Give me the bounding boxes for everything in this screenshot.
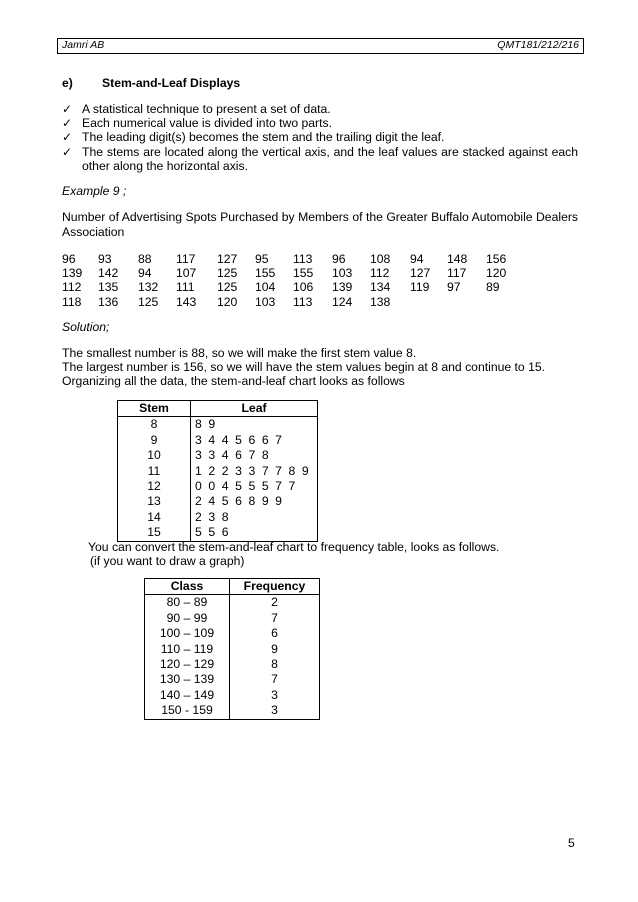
- bullet-item: ✓ The leading digit(s) becomes the stem and the trailing digit the leaf.: [62, 130, 445, 145]
- frequency-cell: 9: [271, 641, 278, 656]
- table-row: [118, 433, 318, 448]
- solution-text: [62, 346, 545, 389]
- class-cell: 110 – 119: [145, 642, 230, 657]
- checkmark-icon: ✓: [62, 116, 73, 131]
- table-row: [145, 626, 320, 641]
- section-label: e): [62, 76, 73, 90]
- data-value: 97: [447, 280, 461, 295]
- frequency-cell: 8: [271, 657, 278, 672]
- class-cell: 120 – 129: [145, 657, 230, 672]
- data-value: 134: [370, 280, 391, 295]
- frequency-cell: 2: [271, 595, 278, 610]
- data-value: 138: [370, 294, 391, 309]
- class-cell: 100 – 109: [145, 626, 230, 641]
- leaf-header: Leaf: [191, 401, 318, 417]
- page-header: [57, 38, 584, 54]
- leaf-cell: 2 4 5 6 8 9 9: [195, 494, 284, 509]
- checkmark-icon: ✓: [62, 144, 73, 159]
- leaf-cell: 3 4 4 5 6 6 7: [195, 432, 284, 447]
- data-value: 111: [176, 280, 195, 295]
- stem-cell: 15: [118, 525, 191, 541]
- checkmark-icon: ✓: [62, 102, 73, 116]
- class-cell: 130 – 139: [145, 672, 230, 687]
- data-value: 155: [293, 266, 314, 281]
- table-row: [118, 479, 318, 494]
- data-value: 143: [176, 294, 197, 309]
- data-value: 148: [447, 252, 468, 266]
- leaf-cell: 0 0 4 5 5 5 7 7: [195, 479, 297, 494]
- table-row: [145, 595, 320, 611]
- frequency-cell: 3: [271, 687, 278, 702]
- stem-cell: 8: [118, 417, 191, 433]
- convert-line: (if you want to draw a graph): [90, 554, 245, 569]
- class-cell: 80 – 89: [145, 595, 230, 611]
- stem-cell: 14: [118, 510, 191, 525]
- table-row: [118, 448, 318, 463]
- table-row: [145, 672, 320, 687]
- data-value: 124: [332, 294, 353, 309]
- data-value: 94: [138, 266, 152, 281]
- checkmark-icon: ✓: [62, 130, 73, 145]
- data-value: 112: [62, 280, 82, 295]
- convert-text: [88, 540, 499, 569]
- data-value: 93: [98, 252, 112, 266]
- data-value: 142: [98, 266, 119, 281]
- data-value: 113: [293, 294, 313, 309]
- table-row: [145, 703, 320, 719]
- data-value: 119: [410, 280, 430, 295]
- solution-line: The largest number is 156, so we will have the stem values begin at 8 and continue to 15.: [62, 360, 546, 375]
- data-value: 135: [98, 280, 119, 295]
- table-row: [118, 525, 318, 541]
- solution-line: Organizing all the data, the stem-and-leaf chart looks as follows: [62, 374, 405, 389]
- class-cell: 140 – 149: [145, 688, 230, 703]
- data-value: 88: [138, 252, 152, 266]
- table-row: [118, 464, 318, 479]
- data-value: 127: [217, 252, 238, 266]
- table-row: [145, 611, 320, 626]
- table-row: [145, 642, 320, 657]
- data-value: 89: [486, 280, 500, 295]
- data-value: 112: [370, 266, 390, 281]
- frequency-cell: 3: [271, 703, 278, 718]
- data-value: 95: [255, 252, 269, 266]
- frequency-cell: 7: [271, 672, 278, 687]
- table-row: [118, 417, 318, 433]
- data-value: 96: [332, 252, 346, 266]
- header-course-code: QMT181/212/216: [497, 39, 579, 51]
- data-value: 132: [138, 280, 159, 295]
- section-heading: Stem-and-Leaf Displays: [102, 76, 241, 90]
- data-value: 117: [176, 252, 196, 266]
- stem-cell: 9: [118, 433, 191, 448]
- stem-cell: 10: [118, 448, 191, 463]
- data-value: 120: [217, 294, 238, 309]
- data-value: 125: [217, 266, 238, 281]
- data-value: 94: [410, 252, 424, 266]
- data-value: 96: [62, 252, 76, 266]
- stem-cell: 12: [118, 479, 191, 494]
- data-value: 136: [98, 294, 119, 309]
- data-value: 156: [486, 252, 507, 266]
- table-row: [145, 688, 320, 703]
- stem-header: Stem: [118, 401, 191, 417]
- class-cell: 90 – 99: [145, 611, 230, 626]
- data-value: 139: [332, 280, 353, 295]
- data-value: 155: [255, 266, 276, 281]
- example-description: Number of Advertising Spots Purchased by Members of the Greater Buffalo Automobile Dealers Association: [62, 210, 578, 239]
- table-row: [118, 510, 318, 525]
- data-value: 120: [486, 266, 507, 281]
- table-row: [145, 657, 320, 672]
- bullet-item: ✓ A statistical technique to present a set of data.: [62, 102, 331, 116]
- bullet-item: ✓ Each numerical value is divided into two parts.: [62, 116, 332, 131]
- leaf-cell: 5 5 6: [195, 525, 231, 540]
- data-value: 139: [62, 266, 83, 281]
- leaf-cell: 1 2 2 3 3 7 7 8 9: [195, 463, 311, 478]
- data-value: 117: [447, 266, 467, 281]
- data-value: 108: [370, 252, 391, 266]
- convert-line: You can convert the stem-and-leaf chart to frequency table, looks as follows.: [88, 540, 500, 554]
- data-value: 104: [255, 280, 276, 295]
- section-title: [62, 76, 240, 90]
- leaf-cell: 2 3 8: [195, 509, 231, 524]
- header-author: Jamri AB: [62, 39, 105, 51]
- bullet-list: [62, 102, 578, 173]
- data-value: 103: [332, 266, 353, 281]
- data-value: 106: [293, 280, 314, 295]
- table-row: [118, 494, 318, 509]
- data-value: 118: [62, 294, 82, 309]
- leaf-cell: 3 3 4 6 7 8: [195, 448, 271, 463]
- bullet-item: ✓ The stems are located along the vertical axis, and the leaf values are stacked against each other along the horizontal axis.: [62, 144, 578, 173]
- leaf-cell: 8 9: [195, 417, 217, 432]
- frequency-table: [144, 578, 320, 720]
- page-number: 5: [568, 836, 575, 850]
- solution-line: The smallest number is 88, so we will make the first stem value 8.: [62, 346, 417, 360]
- frequency-cell: 6: [271, 626, 278, 641]
- stem-cell: 13: [118, 494, 191, 509]
- data-value: 113: [293, 252, 313, 266]
- data-value: 125: [138, 294, 159, 309]
- data-value: 127: [410, 266, 431, 281]
- stem-and-leaf-table: [117, 400, 318, 542]
- data-value: 125: [217, 280, 238, 295]
- data-value: 107: [176, 266, 197, 281]
- data-value: 103: [255, 294, 276, 309]
- example-label: Example 9 ;: [62, 184, 127, 198]
- frequency-cell: 7: [271, 610, 278, 625]
- frequency-header: Frequency: [230, 579, 320, 595]
- class-cell: 150 - 159: [145, 703, 230, 719]
- stem-cell: 11: [118, 464, 191, 479]
- solution-label: Solution;: [62, 320, 110, 334]
- class-header: Class: [145, 579, 230, 595]
